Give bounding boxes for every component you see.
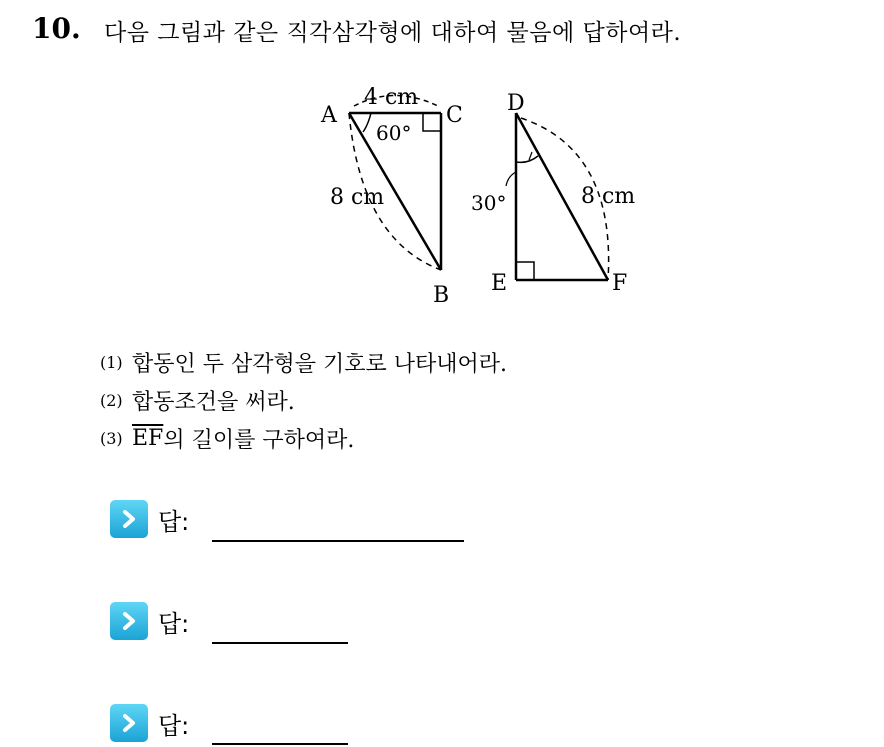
answer-label: 답: [158, 610, 190, 638]
answer-blank-1[interactable] [212, 540, 464, 542]
chevron-right-icon [110, 602, 148, 640]
subquestion-text: 합동인 두 삼각형을 기호로 나타내어라. [132, 351, 507, 377]
subquestion-1 [100, 343, 507, 381]
angle-arc-a [363, 113, 371, 132]
answer-label: 답: [158, 712, 190, 740]
chevron-right-icon [110, 704, 148, 742]
answer-row-2 [110, 602, 189, 640]
angle-a-value: 60° [376, 121, 412, 145]
answer-row-3 [110, 704, 189, 742]
subquestion-text: 의 길이를 구하여라. [163, 427, 355, 453]
angle-d-value: 30° [471, 191, 507, 215]
subquestion-list [100, 343, 507, 457]
subquestion-2 [100, 381, 507, 419]
label-a: A [321, 103, 337, 128]
side-df-length: 8 cm [581, 184, 636, 209]
subquestion-text: 합동조건을 써라. [132, 389, 295, 415]
angle-arrow-d [529, 152, 532, 160]
label-d: D [507, 91, 525, 116]
label-b: B [433, 283, 450, 308]
answer-blank-2[interactable] [212, 642, 348, 644]
angle-arc-d [516, 156, 538, 162]
subquestion-number: (2) [100, 390, 123, 410]
answer-row-1 [110, 500, 189, 538]
triangle-figure [316, 80, 656, 314]
subquestion-number: (3) [100, 428, 123, 448]
side-ab-length: 8 cm [330, 185, 385, 210]
segment-ef: $\overline{EF}$ [132, 425, 164, 451]
side-ac-length: 4 cm [364, 85, 419, 110]
label-e: E [491, 271, 508, 296]
triangles-svg [316, 80, 656, 310]
subquestion-3 [100, 419, 507, 457]
right-angle-e [516, 262, 534, 280]
label-f: F [612, 271, 628, 296]
label-c: C [446, 103, 463, 128]
question-number: 10. [32, 12, 81, 45]
question-text: 다음 그림과 같은 직각삼각형에 대하여 물음에 답하여라. [104, 20, 682, 46]
angle-leader-d [506, 172, 516, 186]
right-angle-c [423, 113, 441, 131]
answer-label: 답: [158, 508, 190, 536]
subquestion-number: (1) [100, 352, 123, 372]
answer-blank-3[interactable] [212, 743, 348, 745]
chevron-right-icon [110, 500, 148, 538]
